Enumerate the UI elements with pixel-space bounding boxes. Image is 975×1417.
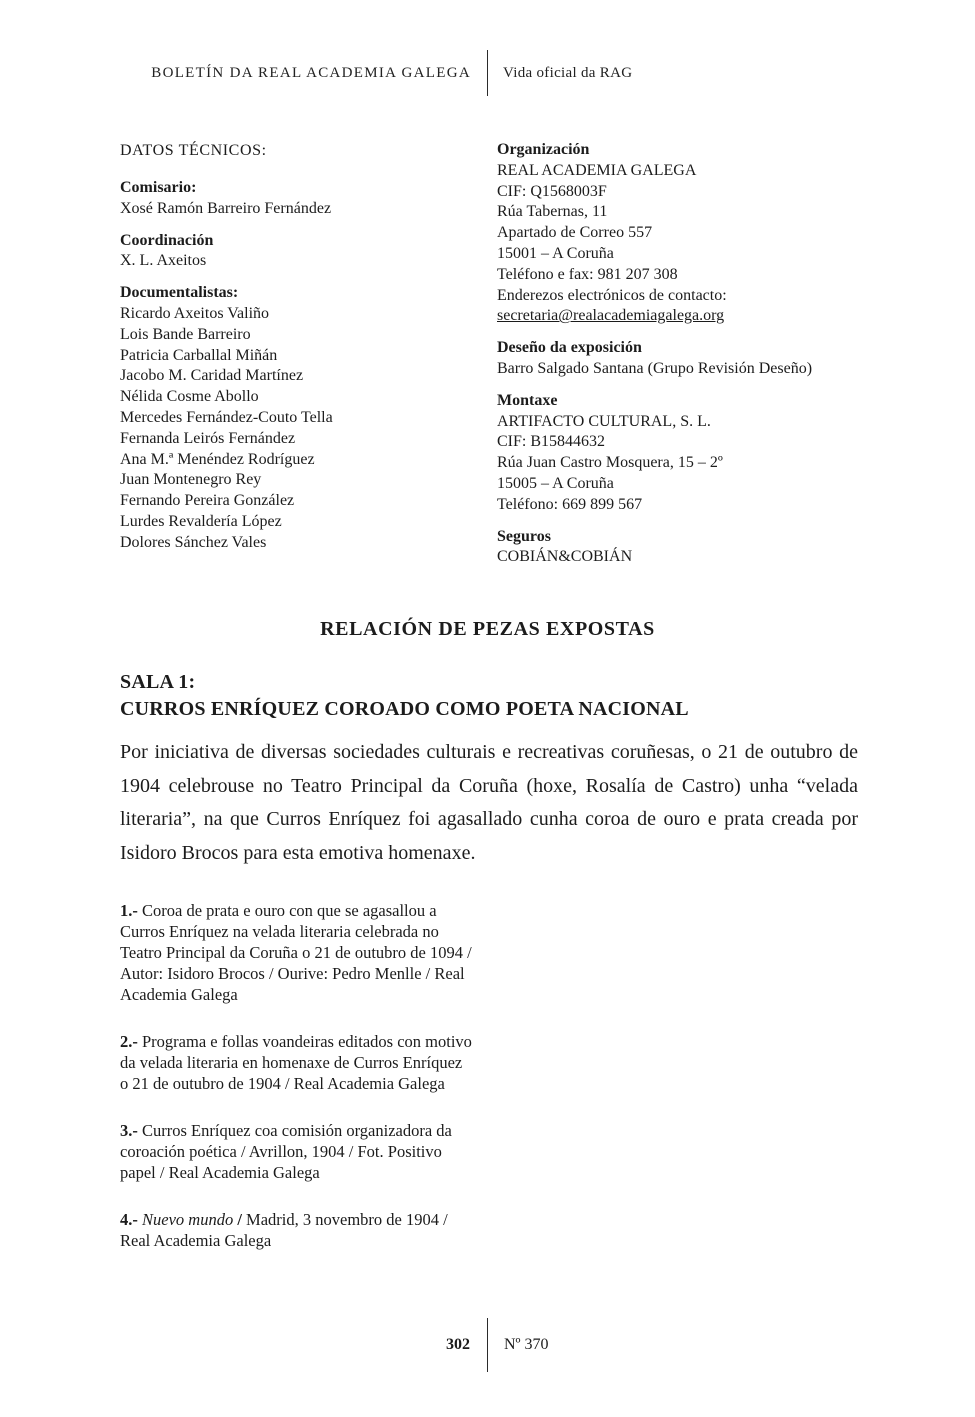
tech-group-label: Comisario: <box>120 179 197 196</box>
tech-group-line: CIF: B15844632 <box>497 433 606 451</box>
tech-group <box>497 527 880 569</box>
tech-col-left <box>120 140 497 579</box>
page-footer <box>0 1318 975 1372</box>
tech-groups-left <box>120 178 497 554</box>
exhibit-item <box>120 1031 474 1094</box>
tech-group-line: Barro Salgado Santana (Grupo Revisión Deseño) <box>497 359 813 377</box>
tech-group-label: Seguros <box>497 527 551 545</box>
exhibit-item-segment: 2.- <box>120 1032 138 1051</box>
sala-heading-line1: SALA 1: <box>120 671 196 693</box>
exhibit-item-segment: Coroa de prata e ouro con que se agasallou a Curros Enríquez na velada literaria celebrada no Teatro Principal da Coruña o 21 de outubro de 1094 / Autor: Isidoro Brocos / Ourive: Pedro Menlle / Real Academia Galega <box>120 901 472 1004</box>
intro-paragraph: Por iniciativa de diversas sociedades culturais e recreativas coruñesas, o 21 de outubro de 1904 celebrouse no Teatro Principal da Coruña (hoxe, Rosalía de Castro) unha “velada literaria”, na que Curros Enríquez foi agasallado cunha coroa de ouro e prata creada por Isidoro Brocos para esta emotiva homenaxe. <box>120 741 858 864</box>
exhibit-item-segment: Nuevo mundo <box>137 1210 234 1229</box>
exhibit-item-segment: 4.- <box>120 1210 138 1229</box>
tech-group-line: Mercedes Fernández-Couto Tella <box>120 408 333 426</box>
tech-group-line: Teléfono e fax: 981 207 308 <box>497 265 678 283</box>
tech-group-line: REAL ACADEMIA GALEGA <box>497 161 697 179</box>
tech-group-label: Documentalistas: <box>120 284 239 302</box>
tech-group-line: 15005 – A Coruña <box>497 474 614 492</box>
sala-heading <box>120 669 689 723</box>
exhibit-item-segment: Madrid, 3 novembro de 1904 / Real Academia Galega <box>120 1210 448 1250</box>
tech-group-line: X. L. Axeitos <box>120 252 207 270</box>
tech-group-line: Teléfono: 669 899 567 <box>497 495 643 513</box>
issue-number: Nº 370 <box>504 1336 549 1353</box>
tech-group-line: Fernando Pereira González <box>120 492 295 510</box>
tech-group-line: Patricia Carballal Miñán <box>120 346 278 364</box>
header-section-label: Vida oficial da RAG <box>503 64 633 81</box>
exhibit-item-segment: 1.- <box>120 901 138 920</box>
tech-group <box>497 391 880 516</box>
page-number: 302 <box>446 1336 470 1353</box>
section-title: RELACIÓN DE PEZAS EXPOSTAS <box>320 618 655 640</box>
tech-group-line: Xosé Ramón Barreiro Fernández <box>120 199 332 217</box>
tech-group-line: Enderezos electrónicos de contacto: <box>497 286 727 304</box>
tech-group-line: Jacobo M. Caridad Martínez <box>120 367 304 385</box>
tech-group-line: Apartado de Correo 557 <box>497 224 653 242</box>
tech-group-line: Juan Montenegro Rey <box>120 471 262 489</box>
tech-group-label: Deseño da exposición <box>497 339 642 357</box>
exhibit-item <box>120 1209 474 1251</box>
tech-data-title: DATOS TÉCNICOS: <box>120 142 267 159</box>
page-header <box>0 50 975 96</box>
tech-group <box>497 140 880 327</box>
tech-group-line: Ricardo Axeitos Valiño <box>120 304 270 322</box>
tech-group-line: Ana M.ª Menéndez Rodríguez <box>120 450 315 468</box>
tech-group-line: Rúa Juan Castro Mosquera, 15 – 2º <box>497 454 723 472</box>
exhibit-item <box>120 900 474 1005</box>
tech-group <box>120 283 497 553</box>
tech-group <box>120 178 497 220</box>
tech-groups-right <box>497 140 880 568</box>
tech-group-line: ARTIFACTO CULTURAL, S. L. <box>497 412 711 430</box>
tech-group-line: Rúa Tabernas, 11 <box>497 203 608 221</box>
tech-group-line: Lurdes Revaldería López <box>120 512 282 530</box>
tech-group-line: COBIÁN&COBIÁN <box>497 548 633 566</box>
tech-group-line: Nélida Cosme Abollo <box>120 388 259 406</box>
exhibit-item-segment: 3.- <box>120 1121 138 1140</box>
items-list <box>120 900 474 1277</box>
tech-group-label: Organización <box>497 141 590 158</box>
exhibit-item <box>120 1120 474 1183</box>
tech-group-line <box>497 306 880 327</box>
exhibit-item-segment: / <box>233 1210 247 1229</box>
tech-group <box>120 231 497 273</box>
tech-group-line: Lois Bande Barreiro <box>120 325 251 343</box>
tech-group-line: Dolores Sánchez Vales <box>120 533 267 551</box>
tech-group-line: Fernanda Leirós Fernández <box>120 429 296 447</box>
tech-group-line: 15001 – A Coruña <box>497 244 614 262</box>
tech-col-right <box>497 140 880 579</box>
exhibit-item-segment: Curros Enríquez coa comisión organizadora da coroación poética / Avrillon, 1904 / Fot. Positivo papel / Real Academia Galega <box>120 1121 452 1182</box>
exhibit-item-segment: Programa e follas voandeiras editados con motivo da velada literaria en homenaxe de Curros Enríquez o 21 de outubro de 1904 / Real Academia Galega <box>120 1032 472 1093</box>
tech-group <box>497 338 880 380</box>
tech-group-label: Coordinación <box>120 231 214 249</box>
email-link: secretaria@realacademiagalega.org <box>497 307 725 325</box>
tech-group-label: Montaxe <box>497 391 558 409</box>
tech-group-line: CIF: Q1568003F <box>497 182 607 200</box>
technical-data-columns <box>120 140 880 579</box>
sala-heading-line2: CURROS ENRÍQUEZ COROADO COMO POETA NACIONAL <box>120 698 689 720</box>
journal-title: BOLETÍN DA REAL ACADEMIA GALEGA <box>151 64 471 81</box>
